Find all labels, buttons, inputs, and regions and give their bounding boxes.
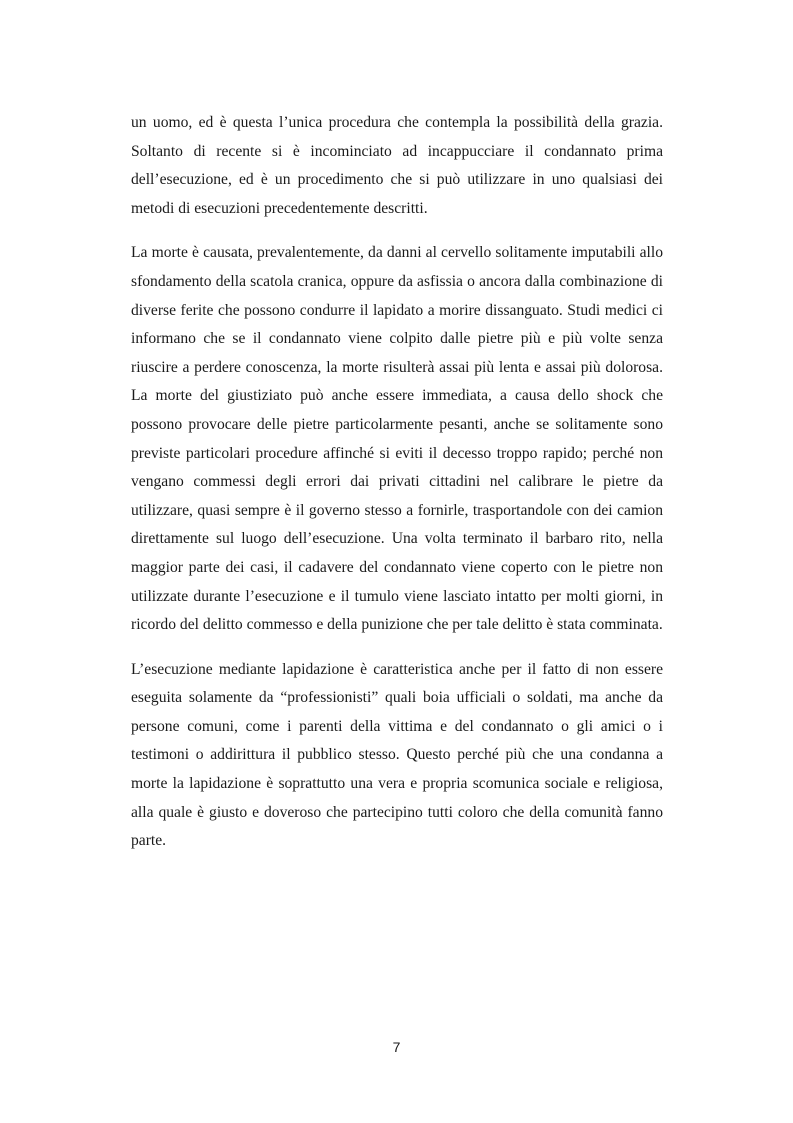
page-number: 7 [392,1039,401,1055]
paragraph-1: un uomo, ed è questa l’unica procedura che contempla la possibilità della grazia. Soltanto di recente si è incominciato ad incappucciare il condannato prima dell’esecuzione, ed è un procedimento che si può utilizzare in uno qualsiasi dei metodi di esecuzioni precedentemente descritti. [131,114,663,217]
paragraph-2: La morte è causata, prevalentemente, da danni al cervello solitamente imputabili allo sfondamento della scatola cranica, oppure da asfissia o ancora dalla combinazione di diverse ferite che possono condurre il lapidato a morire dissanguato. Studi medici ci informano che se il condannato viene colpito dalle pietre più e più volte senza riuscire a perdere conoscenza, la morte risulterà assai più lenta e assai più dolorosa. La morte del giustiziato può anche essere immediata, a causa dello shock che possono provocare delle pietre particolarmente pesanti, anche se solitamente sono previste particolari procedure affinché si eviti il decesso troppo rapido; perché non vengano commessi degli errori dai privati cittadini nel calibrare le pietre da utilizzare, quasi sempre è il governo stesso a fornirle, trasportandole con dei camion direttamente sul luogo dell’esecuzione. Una volta terminato il barbaro rito, nella maggior parte dei casi, il cadavere del condannato viene coperto con le pietre non utilizzate durante l’esecuzione e il tumulo viene lasciato intatto per molti giorni, in ricordo del delitto commesso e della punizione che per tale delitto è stata comminata. [131,244,663,634]
paragraph-3: L’esecuzione mediante lapidazione è caratteristica anche per il fatto di non essere eseguita solamente da “professionisti” quali boia ufficiali o soldati, ma anche da persone comuni, come i parenti della vittima e del condannato o gli amici o i testimoni o addirittura il pubblico stesso. Questo perché più che una condanna a morte la lapidazione è soprattutto una vera e propria scomunica sociale e religiosa, alla quale è giusto e doveroso che partecipino tutti coloro che della comunità fanno parte. [131,660,663,850]
body-text [131,109,663,872]
